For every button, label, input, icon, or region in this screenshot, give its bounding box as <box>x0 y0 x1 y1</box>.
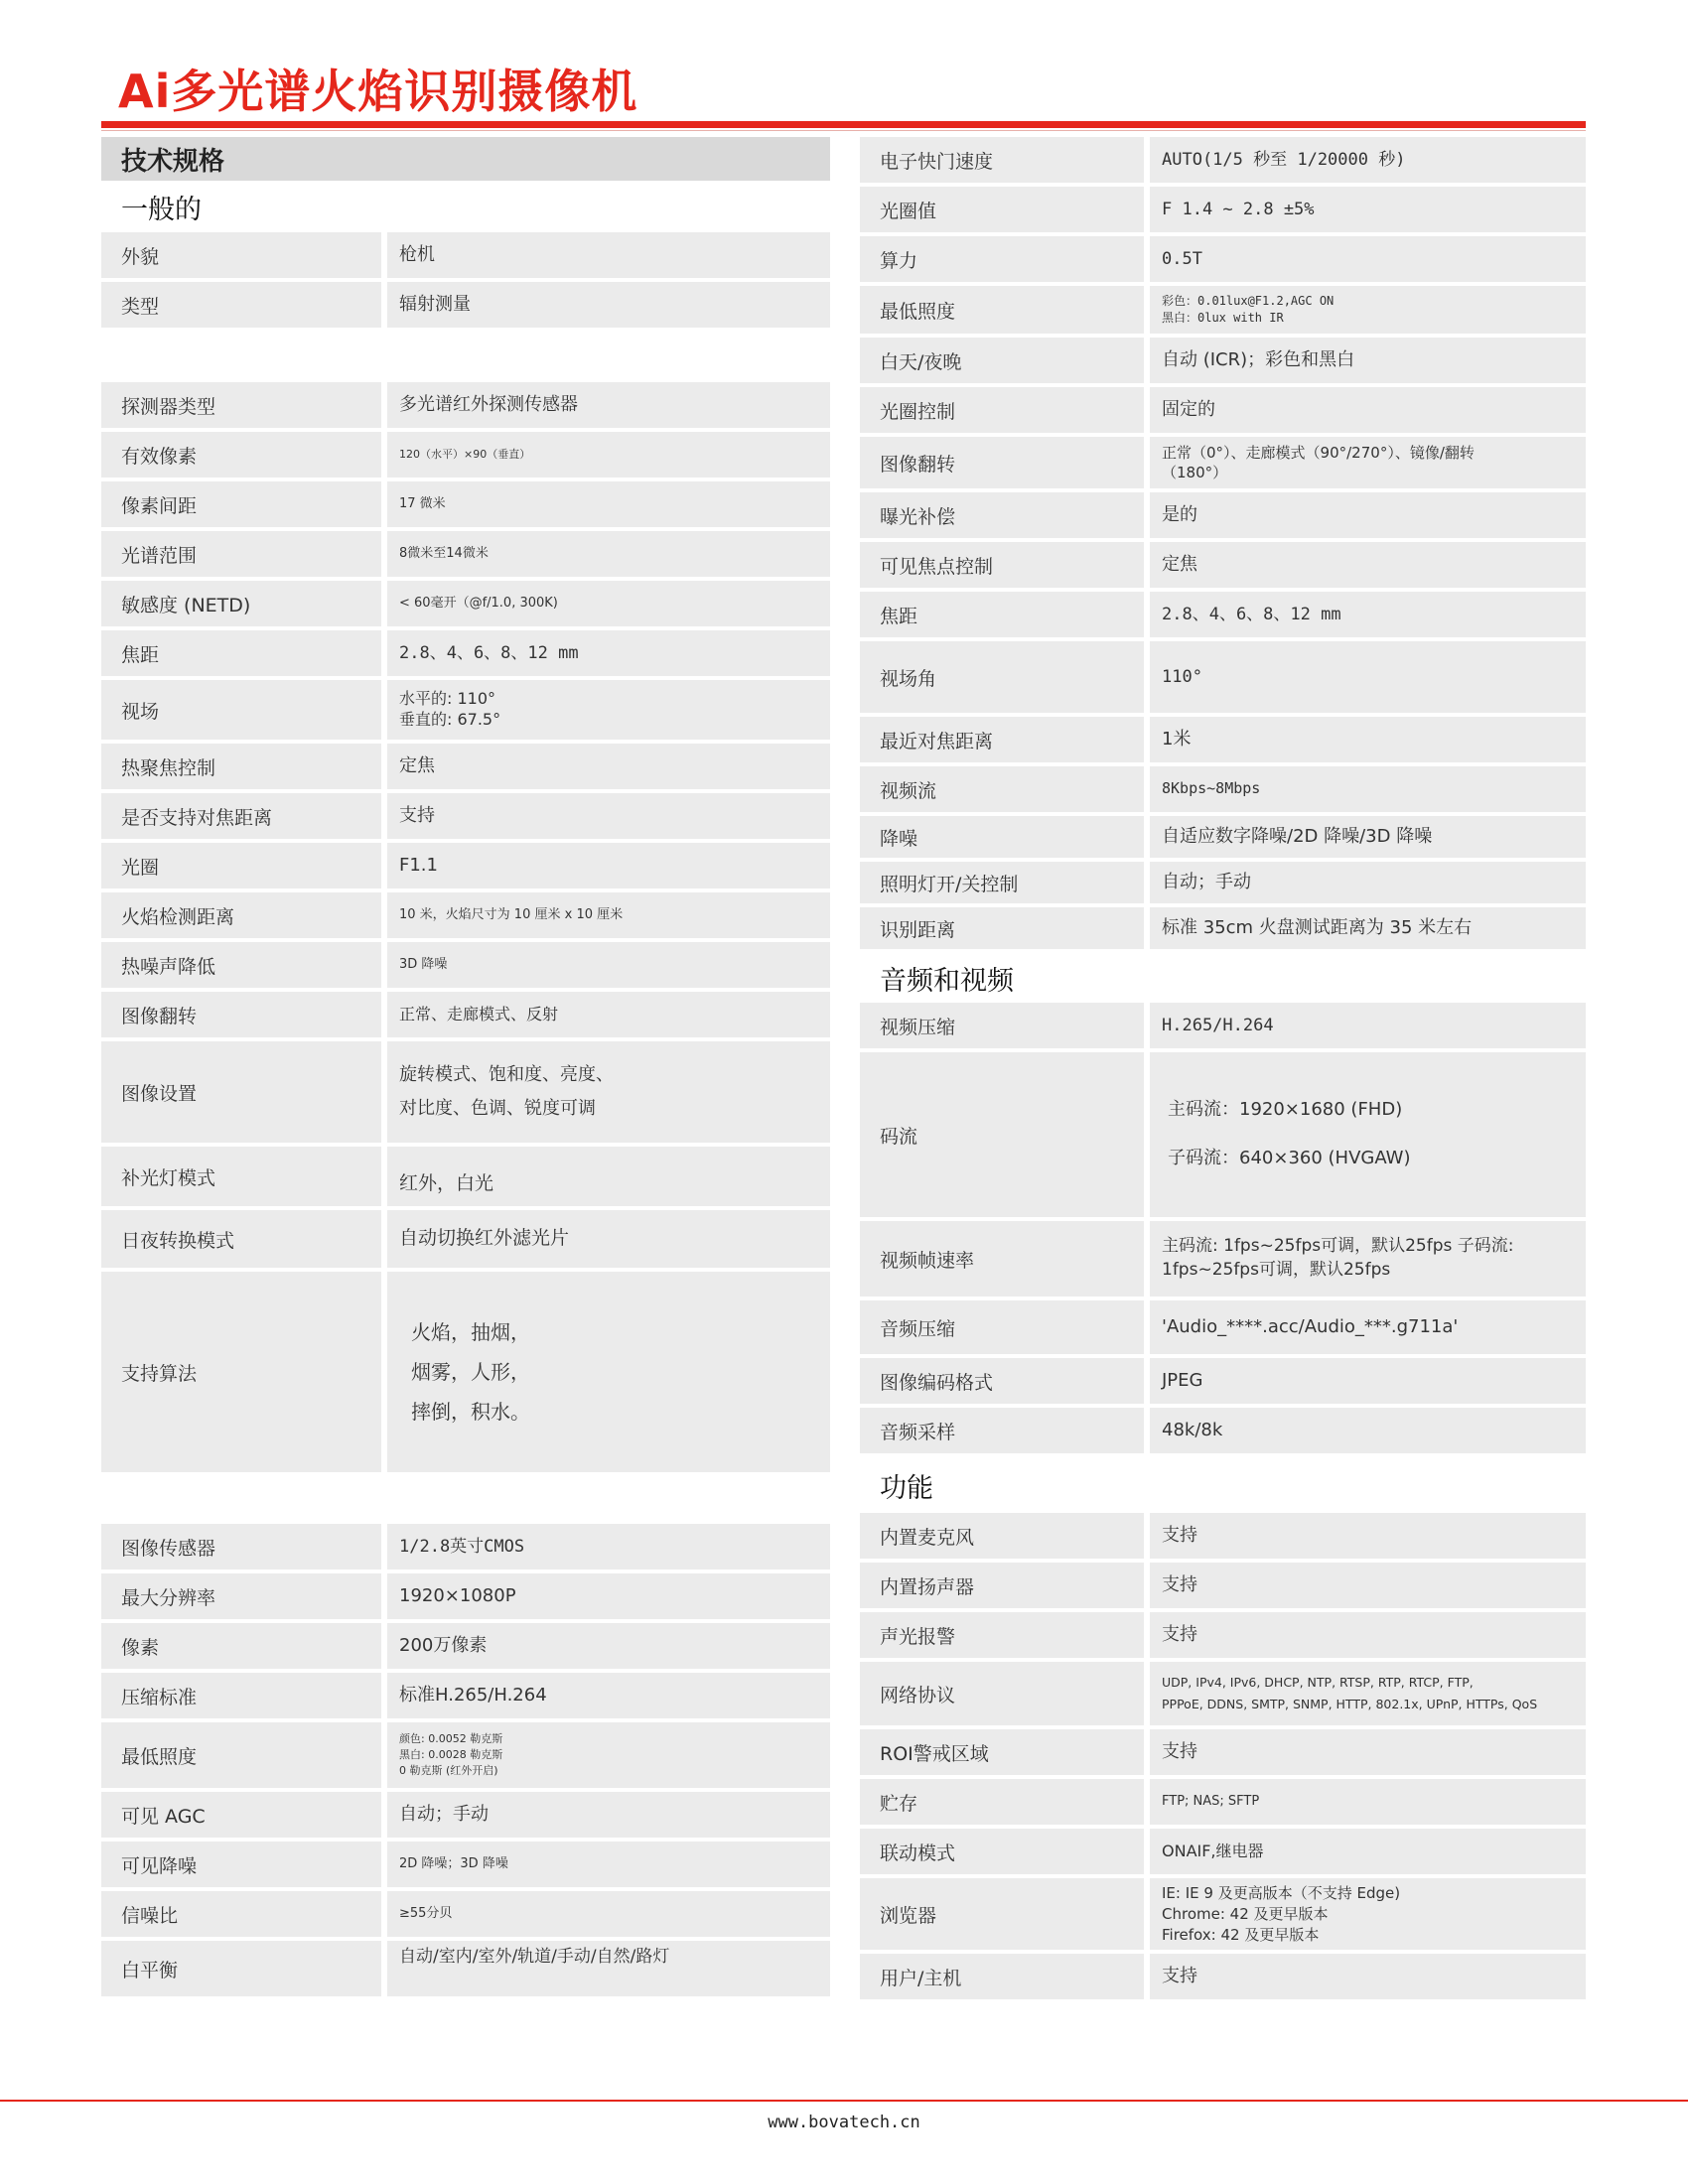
spec-row <box>860 816 1586 858</box>
spec-value: 正常（0°）、走廊模式（90°/270°）、镜像/翻转 （180°） <box>1150 437 1586 488</box>
spec-value: IE: IE 9 及更高版本（不支持 Edge) Chrome: 42 及更早版本 Firefox: 42 及更早版本 <box>1150 1878 1586 1950</box>
spec-row <box>860 1662 1586 1725</box>
spec-key: 图像编码格式 <box>860 1358 1144 1404</box>
spec-value: ONAIF,继电器 <box>1150 1829 1586 1874</box>
spec-value: FTP; NAS; SFTP <box>1150 1779 1586 1825</box>
spec-key: 视频流 <box>860 766 1144 812</box>
spec-row <box>101 1792 830 1838</box>
spec-row <box>101 892 830 938</box>
spec-row <box>860 1300 1586 1354</box>
spec-value: F 1.4 ~ 2.8 ±5% <box>1150 187 1586 232</box>
spec-row <box>101 1891 830 1937</box>
spec-row <box>101 1524 830 1570</box>
spec-row <box>101 1623 830 1669</box>
spec-row <box>101 432 830 478</box>
spec-row <box>101 1842 830 1887</box>
spec-value: 主码流：1920×1680 (FHD) 子码流：640×360 (HVGAW) <box>1150 1052 1586 1217</box>
spec-value: 8微米至14微米 <box>387 531 830 577</box>
spec-value: 支持 <box>1150 1513 1586 1559</box>
spec-key: 可见焦点控制 <box>860 542 1144 588</box>
spec-value: 是的 <box>1150 492 1586 538</box>
spec-key: 探测器类型 <box>101 382 381 428</box>
spec-key: 火焰检测距离 <box>101 892 381 938</box>
spec-value: JPEG <box>1150 1358 1586 1404</box>
spec-value: 彩色：0.01lux@F1.2,AGC ON 黑白：0lux with IR <box>1150 286 1586 334</box>
spec-key: 支持算法 <box>101 1272 381 1472</box>
spec-key: 光圈 <box>101 843 381 888</box>
spec-value: AUTO(1/5 秒至 1/20000 秒) <box>1150 137 1586 183</box>
spec-key: 降噪 <box>860 816 1144 858</box>
spec-row <box>101 1041 830 1143</box>
spec-row <box>101 680 830 740</box>
spec-row <box>860 236 1586 282</box>
spec-key: 音频压缩 <box>860 1300 1144 1354</box>
spec-key: 视场角 <box>860 641 1144 713</box>
spec-row <box>860 187 1586 232</box>
spec-row <box>860 907 1586 949</box>
spec-value: 'Audio_****.acc/Audio_***.g711a' <box>1150 1300 1586 1354</box>
spec-key: 焦距 <box>860 592 1144 637</box>
spec-row <box>101 1673 830 1718</box>
right-column <box>860 137 1586 2003</box>
spec-value: 自动切换红外滤光片 <box>387 1210 830 1268</box>
spec-value: 自动/室内/室外/轨道/手动/自然/路灯 <box>387 1941 830 1996</box>
spec-key: 信噪比 <box>101 1891 381 1937</box>
spec-value: 标准H.265/H.264 <box>387 1673 830 1718</box>
spec-row <box>860 1878 1586 1950</box>
spec-row <box>860 717 1586 762</box>
spec-row <box>101 1941 830 1996</box>
spec-key: 光圈值 <box>860 187 1144 232</box>
spec-row <box>860 862 1586 903</box>
spec-value: 110° <box>1150 641 1586 713</box>
spec-key: 像素 <box>101 1623 381 1669</box>
spec-key: 像素间距 <box>101 481 381 527</box>
spec-row <box>860 338 1586 383</box>
section-func: 功能 <box>880 1472 933 1504</box>
spec-value: 10 米，火焰尺寸为 10 厘米 x 10 厘米 <box>387 892 830 938</box>
spec-key: 最近对焦距离 <box>860 717 1144 762</box>
spec-row <box>860 542 1586 588</box>
spec-key: 视频帧速率 <box>860 1221 1144 1297</box>
spec-row <box>101 232 830 278</box>
spec-value: 8Kbps~8Mbps <box>1150 766 1586 812</box>
spec-value: 自适应数字降噪/2D 降噪/3D 降噪 <box>1150 816 1586 858</box>
spec-row <box>860 1954 1586 1999</box>
spec-key: 日夜转换模式 <box>101 1210 381 1268</box>
spec-value: UDP, IPv4, IPv6, DHCP, NTP, RTSP, RTP, RTCP, FTP, PPPoE, DDNS, SMTP, SNMP, HTTP, 802.1x, UPnP, HTTPs, QoS <box>1150 1662 1586 1725</box>
footer-url: www.bovatech.cn <box>768 2113 920 2132</box>
spec-key: 焦距 <box>101 630 381 676</box>
spec-value: 标准 35cm 火盘测试距离为 35 米左右 <box>1150 907 1586 949</box>
spec-row <box>860 1513 1586 1559</box>
spec-key: 光圈控制 <box>860 387 1144 433</box>
spec-value: 120（水平）×90（垂直） <box>387 432 830 478</box>
spec-key: 是否支持对焦距离 <box>101 793 381 839</box>
spec-row <box>860 1408 1586 1453</box>
spec-value: 1920×1080P <box>387 1573 830 1619</box>
spec-key: 有效像素 <box>101 432 381 478</box>
spec-key: 内置扬声器 <box>860 1563 1144 1608</box>
spec-key: 图像翻转 <box>101 992 381 1037</box>
spec-row <box>101 382 830 428</box>
spec-key: 图像翻转 <box>860 437 1144 488</box>
section-gap <box>101 1476 830 1524</box>
spec-row <box>860 286 1586 334</box>
spec-value: ≥55分贝 <box>387 1891 830 1937</box>
spec-row <box>860 387 1586 433</box>
spec-key: 外貌 <box>101 232 381 278</box>
spec-row <box>860 1729 1586 1775</box>
section-av: 音频和视频 <box>880 965 1014 997</box>
left-column <box>101 137 830 2000</box>
spec-value: 水平的: 110° 垂直的: 67.5° <box>387 680 830 740</box>
spec-row <box>101 942 830 988</box>
spec-key: 白平衡 <box>101 1941 381 1996</box>
spec-value: 自动 (ICR)；彩色和黑白 <box>1150 338 1586 383</box>
spec-key: 浏览器 <box>860 1878 1144 1950</box>
title-rule <box>101 121 1586 128</box>
spec-value: 2.8、4、6、8、12 mm <box>1150 592 1586 637</box>
spec-value: 1米 <box>1150 717 1586 762</box>
spec-value: 2D 降噪；3D 降噪 <box>387 1842 830 1887</box>
spec-key: 码流 <box>860 1052 1144 1217</box>
spec-value: 支持 <box>1150 1612 1586 1658</box>
spec-key: 用户/主机 <box>860 1954 1144 1999</box>
section-general: 一般的 <box>121 194 202 225</box>
spec-key: 照明灯开/关控制 <box>860 862 1144 903</box>
spec-row <box>860 592 1586 637</box>
spec-row <box>101 282 830 328</box>
spec-key: 最大分辨率 <box>101 1573 381 1619</box>
spec-row <box>101 581 830 626</box>
spec-value: 0.5T <box>1150 236 1586 282</box>
spec-row <box>101 1573 830 1619</box>
spec-row <box>860 492 1586 538</box>
spec-key: ROI警戒区域 <box>860 1729 1144 1775</box>
spec-value: 固定的 <box>1150 387 1586 433</box>
spec-row <box>860 1829 1586 1874</box>
spec-row <box>860 137 1586 183</box>
spec-key: 白天/夜晚 <box>860 338 1144 383</box>
spec-value: 1/2.8英寸CMOS <box>387 1524 830 1570</box>
spec-value: 正常、走廊模式、反射 <box>387 992 830 1037</box>
spec-value: 旋转模式、饱和度、亮度、 对比度、色调、锐度可调 <box>387 1041 830 1143</box>
spec-key: 类型 <box>101 282 381 328</box>
spec-value: 自动；手动 <box>387 1792 830 1838</box>
spec-value: 定焦 <box>387 744 830 789</box>
spec-value: 主码流: 1fps~25fps可调，默认25fps 子码流: 1fps~25fps可调，默认25fps <box>1150 1221 1586 1297</box>
spec-value: 定焦 <box>1150 542 1586 588</box>
spec-value: 支持 <box>387 793 830 839</box>
spec-key: 热聚焦控制 <box>101 744 381 789</box>
spec-value: < 60毫开（@f/1.0, 300K) <box>387 581 830 626</box>
spec-value: 辐射测量 <box>387 282 830 328</box>
spec-key: 敏感度 (NETD) <box>101 581 381 626</box>
spec-key: 图像设置 <box>101 1041 381 1143</box>
spec-row <box>860 1003 1586 1048</box>
spec-value: 自动；手动 <box>1150 862 1586 903</box>
spec-row <box>860 1779 1586 1825</box>
spec-row <box>101 481 830 527</box>
spec-value: H.265/H.264 <box>1150 1003 1586 1048</box>
spec-row <box>101 1147 830 1206</box>
spec-row <box>101 793 830 839</box>
spec-key: 音频采样 <box>860 1408 1144 1453</box>
spec-header: 技术规格 <box>101 137 830 181</box>
spec-key: 可见降噪 <box>101 1842 381 1887</box>
spec-value: 颜色: 0.0052 勒克斯 黑白: 0.0028 勒克斯 0 勒克斯 (红外开启) <box>387 1722 830 1788</box>
spec-key: 贮存 <box>860 1779 1144 1825</box>
spec-value: 17 微米 <box>387 481 830 527</box>
spec-key: 视频压缩 <box>860 1003 1144 1048</box>
spec-value: F1.1 <box>387 843 830 888</box>
spec-row <box>860 1563 1586 1608</box>
page-title: Ai多光谱火焰识别摄像机 <box>118 65 638 118</box>
spec-row <box>860 1612 1586 1658</box>
spec-row <box>101 531 830 577</box>
spec-key: 热噪声降低 <box>101 942 381 988</box>
spec-value: 48k/8k <box>1150 1408 1586 1453</box>
spec-key: 网络协议 <box>860 1662 1144 1725</box>
spec-row <box>860 1052 1586 1217</box>
spec-key: 图像传感器 <box>101 1524 381 1570</box>
spec-value: 红外，白光 <box>387 1147 830 1206</box>
spec-value: 多光谱红外探测传感器 <box>387 382 830 428</box>
spec-row <box>101 1722 830 1788</box>
spec-row <box>101 843 830 888</box>
spec-row <box>860 641 1586 713</box>
spec-row <box>101 1210 830 1268</box>
spec-key: 最低照度 <box>860 286 1144 334</box>
spec-key: 曝光补偿 <box>860 492 1144 538</box>
spec-key: 电子快门速度 <box>860 137 1144 183</box>
spec-key: 视场 <box>101 680 381 740</box>
spec-key: 可见 AGC <box>101 1792 381 1838</box>
spec-key: 光谱范围 <box>101 531 381 577</box>
spec-value: 支持 <box>1150 1729 1586 1775</box>
spec-key: 内置麦克风 <box>860 1513 1144 1559</box>
spec-row <box>101 1272 830 1472</box>
spec-row <box>101 992 830 1037</box>
footer-rule <box>0 2100 1688 2102</box>
spec-key: 识别距离 <box>860 907 1144 949</box>
spec-row <box>860 437 1586 488</box>
spec-value: 支持 <box>1150 1563 1586 1608</box>
spec-row <box>860 1221 1586 1297</box>
spec-key: 补光灯模式 <box>101 1147 381 1206</box>
spec-key: 算力 <box>860 236 1144 282</box>
spec-value: 200万像素 <box>387 1623 830 1669</box>
spec-key: 最低照度 <box>101 1722 381 1788</box>
spec-value: 3D 降噪 <box>387 942 830 988</box>
spec-value: 枪机 <box>387 232 830 278</box>
spec-value: 支持 <box>1150 1954 1586 1999</box>
spec-row <box>101 630 830 676</box>
spec-key: 联动模式 <box>860 1829 1144 1874</box>
spec-value: 火焰，抽烟， 烟雾，人形， 摔倒，积水。 <box>387 1272 830 1472</box>
spec-key: 压缩标准 <box>101 1673 381 1718</box>
spec-value: 2.8、4、6、8、12 mm <box>387 630 830 676</box>
spec-row <box>101 744 830 789</box>
spec-key: 声光报警 <box>860 1612 1144 1658</box>
spec-row <box>860 1358 1586 1404</box>
spec-row <box>860 766 1586 812</box>
section-gap <box>101 332 830 382</box>
